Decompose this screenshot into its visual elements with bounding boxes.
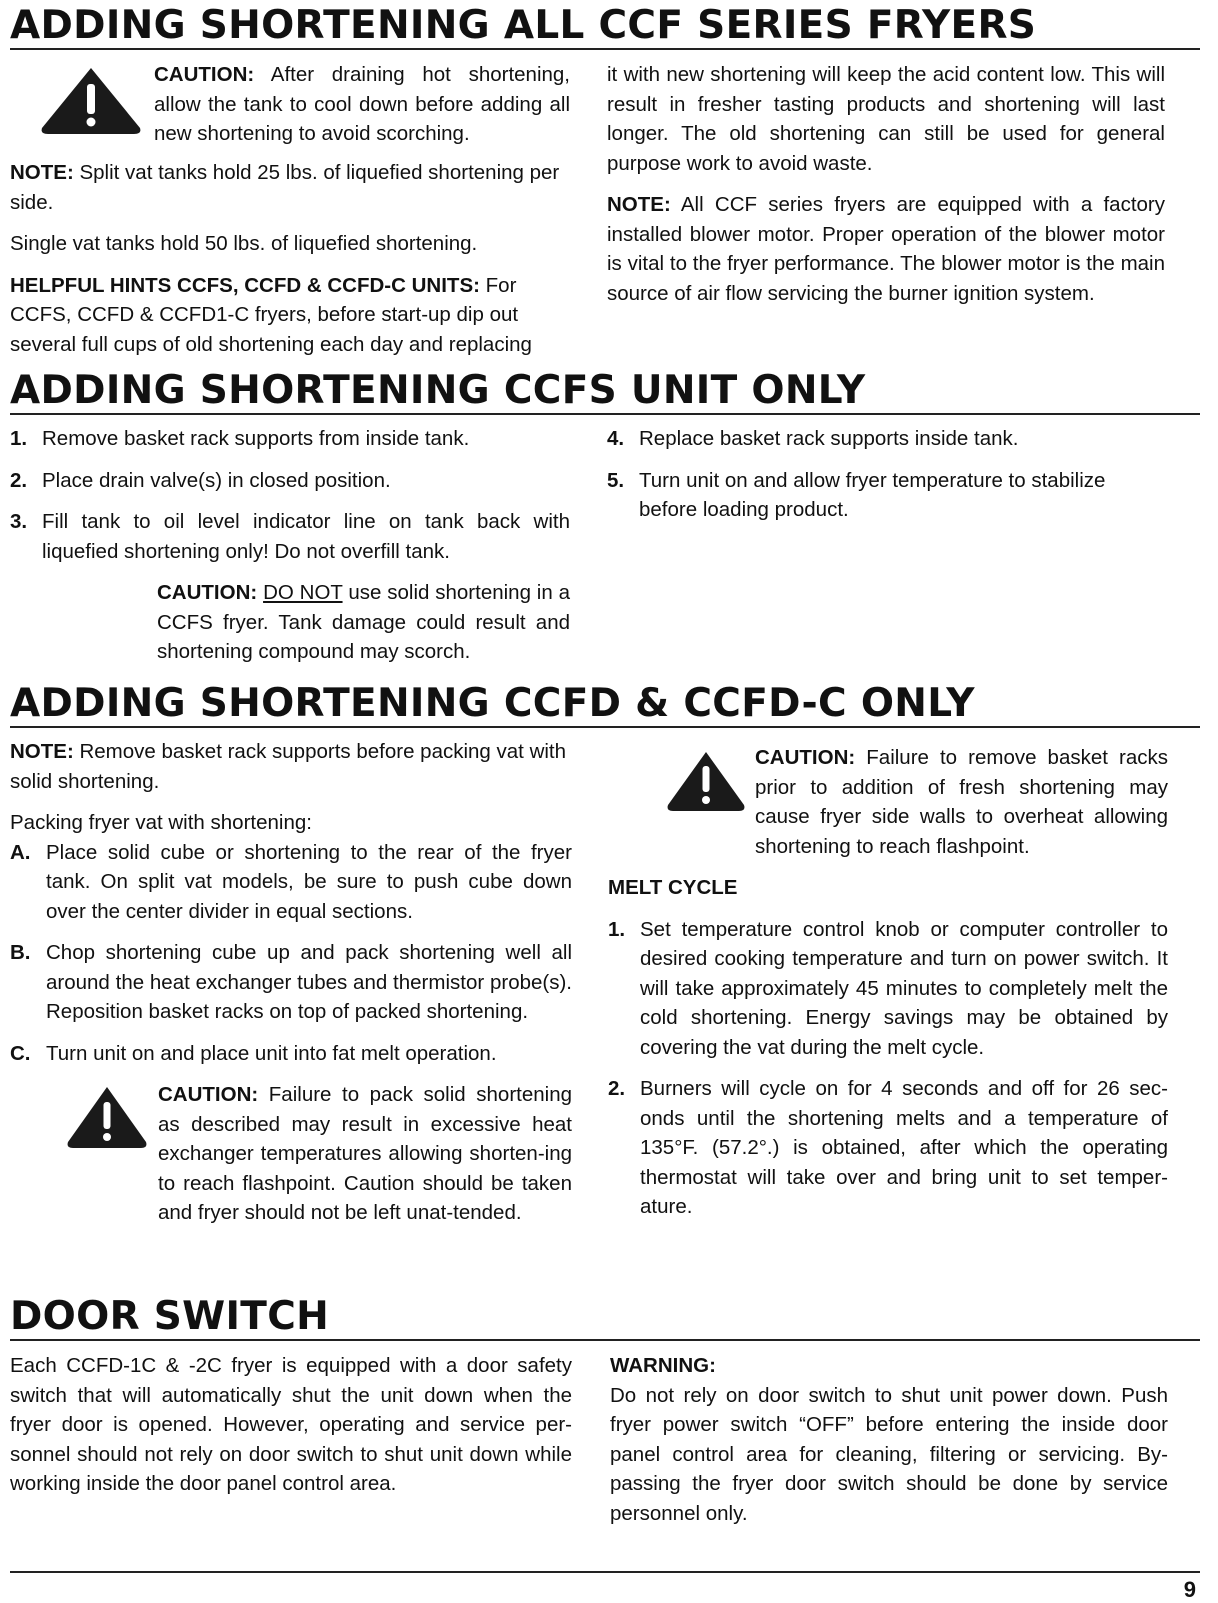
melt-cycle-steps-list xyxy=(608,915,1168,1222)
list-item: 2. Burners will cycle on for 4 seconds and off for 26 sec-onds until the shortening melts and a temperature of 135°F. (57.2°.) is obtained, after which the operating thermostat will take over and bring unit to set temper-ature. xyxy=(608,1077,1168,1218)
section-all-ccf-left-column xyxy=(10,60,570,371)
section-ccfd-right-column xyxy=(608,743,1168,1234)
footer-rule xyxy=(10,1571,1200,1573)
list-item: 4. Replace basket rack supports inside tank. xyxy=(607,427,1019,450)
section-title-door-switch: DOOR SWITCH xyxy=(10,1295,1200,1341)
list-item: A. Place solid cube or shortening to the rear of the fryer tank. On split vat models, be sure to push cube down over the center divider in equal sections. xyxy=(10,840,572,923)
list-item: 1. Set temperature control knob or computer controller to desired cooking temperature and turn on power switch. It will take approximately 45 minutes to completely melt the cold shortening. Energy savings may be obtained by covering the vat during the melt cycle. xyxy=(608,917,1168,1059)
section-all-ccf-right-column xyxy=(607,60,1165,320)
ccfs-caution-text: CAUTION: DO NOT use solid shortening in a CCFS fryer. Tank damage could result and shortening compound may scorch. xyxy=(157,581,570,663)
warning-triangle-icon xyxy=(664,749,748,813)
section-title-ccfd-only: ADDING SHORTENING CCFD & CCFD-C ONLY xyxy=(10,682,1200,728)
list-item: B. Chop shortening cube up and pack shortening well all around the heat exchanger tubes and thermistor probe(s). Reposition basket racks on top of packed shortening. xyxy=(10,941,572,1023)
list-item: 3. Fill tank to oil level indicator line on tank back with liquefied shortening only! Do not overfill tank. xyxy=(10,510,570,563)
note-split-vat: NOTE: Split vat tanks hold 25 lbs. of liquefied shortening per side. xyxy=(10,161,560,214)
warning-text: Do not rely on door switch to shut unit power down. Push fryer power switch “OFF” before entering the inside door panel control area for cleaning, filtering or servicing. By-passing the fryer door switch should be done by service personnel only. xyxy=(610,1383,1168,1525)
warning-heading: WARNING: xyxy=(610,1354,716,1377)
section-door-switch-right-column xyxy=(610,1351,1168,1540)
section-ccfs-left-column xyxy=(10,424,570,679)
single-vat-text: Single vat tanks hold 50 lbs. of liquefied shortening. xyxy=(10,232,478,255)
packing-steps-list xyxy=(10,838,572,1069)
caution-block xyxy=(608,743,1168,861)
hints-continued: it with new shortening will keep the acid content low. This will result in fresher tasting products and shortening will last longer. The old shortening can still be used for general purpose work to avoid waste. xyxy=(607,63,1165,175)
note-blower-motor: NOTE: All CCF series fryers are equipped with a factory installed blower motor. Proper operation of the blower motor is vital to the fryer performance. The blower motor is the main source of air flow servicing the burner ignition system. xyxy=(607,193,1165,305)
caution-block xyxy=(10,1080,572,1228)
section-title-ccfs-only: ADDING SHORTENING CCFS UNIT ONLY xyxy=(10,369,1200,415)
list-item: C. Turn unit on and place unit into fat melt operation. xyxy=(10,1041,497,1065)
ccfs-steps-list-left xyxy=(10,424,570,566)
section-ccfd-left-column xyxy=(10,737,572,1228)
list-item: 1. Remove basket rack supports from inside tank. xyxy=(10,427,470,450)
note-remove-racks: NOTE: Remove basket rack supports before packing vat with solid shortening. xyxy=(10,740,567,793)
list-item: 2. Place drain valve(s) in closed position. xyxy=(10,468,391,492)
section-title-all-ccf: ADDING SHORTENING ALL CCF SERIES FRYERS xyxy=(10,4,1200,50)
caution-text: CAUTION: Failure to remove basket racks prior to addition of fresh shortening may cause fryer side walls to overheat allowing shortening to reach flashpoint. xyxy=(755,746,1168,858)
warning-triangle-icon xyxy=(64,1084,150,1150)
warning-triangle-icon xyxy=(36,64,146,136)
page-number: 9 xyxy=(1183,1577,1196,1602)
caution-text: CAUTION: After draining hot shortening, allow the tank to cool down before adding all new shortening to avoid scorching. xyxy=(154,63,570,145)
helpful-hints: HELPFUL HINTS CCFS, CCFD & CCFD-C UNITS: For CCFS, CCFD & CCFD1-C fryers, before start-up dip out several full cups of old shortening each day and replacing xyxy=(10,273,532,356)
ccfs-steps-list-right xyxy=(607,424,1165,525)
door-switch-body: Each CCFD-1C & -2C fryer is equipped with a door safety switch that will automatically shut the unit down when the fryer door is opened. However, operating and service per-sonnel should not rely on door switch to shut unit down while working inside the door panel control area. xyxy=(10,1354,572,1495)
section-door-switch-left-column xyxy=(10,1351,572,1511)
packing-intro: Packing fryer vat with shortening: xyxy=(10,811,312,834)
section-ccfs-right-column xyxy=(607,424,1165,537)
caution-text: CAUTION: Failure to pack solid shortening as described may result in excessive heat exchanger temperatures allowing shorten-ing to reach flashpoint. Caution should be taken and fryer should not be left unat-tended. xyxy=(158,1083,572,1224)
caution-block xyxy=(10,60,570,148)
list-item: 5. Turn unit on and allow fryer temperature to stabilize before loading product. xyxy=(607,468,1106,521)
melt-cycle-heading: MELT CYCLE xyxy=(608,876,738,899)
